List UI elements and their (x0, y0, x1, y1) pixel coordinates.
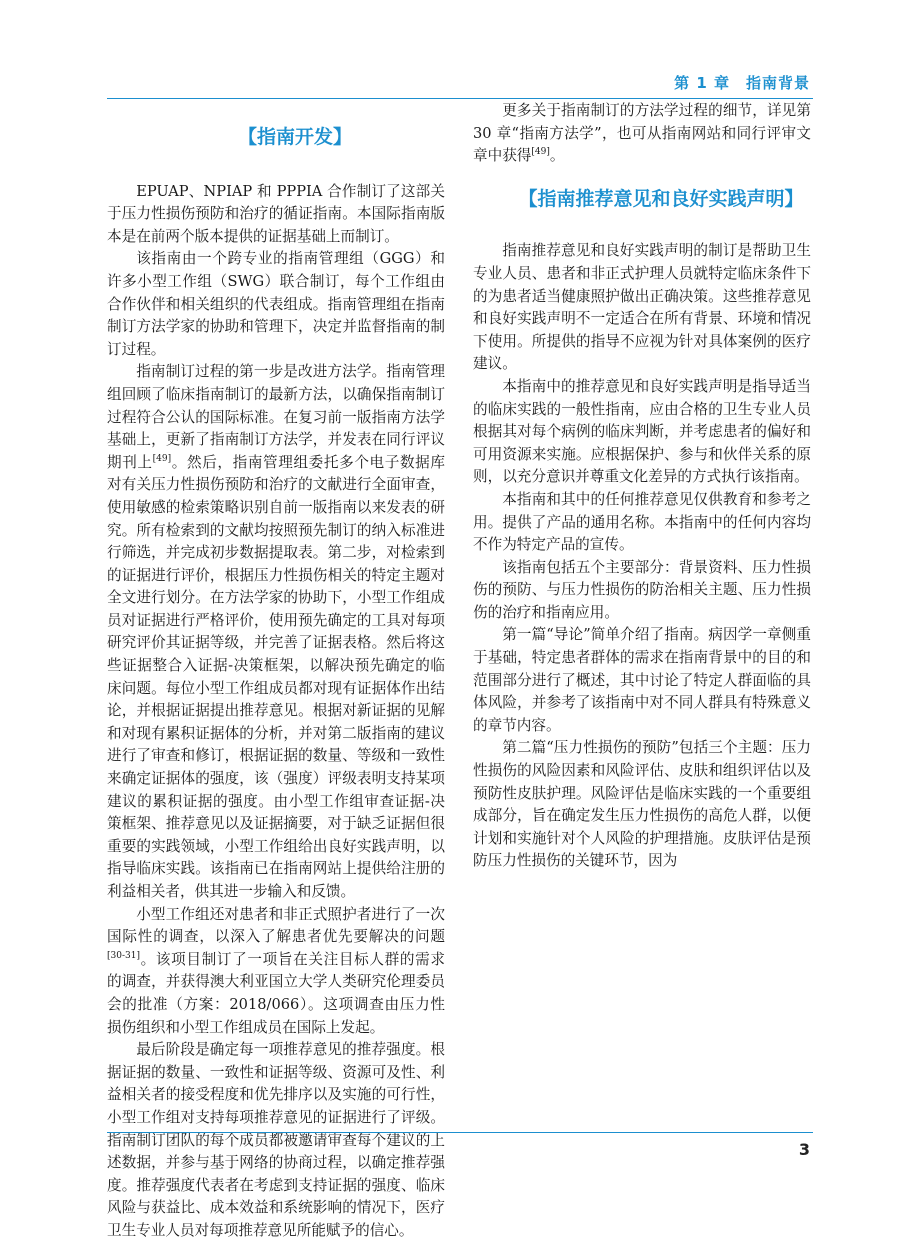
paragraph (473, 100, 811, 168)
paragraph: 最后阶段是确定每一项推荐意见的推荐强度。根据证据的数量、一致性和证据等级、资源可及性、利益相关者的接受程度和优先排序以及实施的可行性，小型工作组对支持每项推荐意见的证据进行了评级。指南制订团队的每个成员都被邀请审查每个建议的上述数据，并参与基于网络的协商过程，以确定推荐强度。推荐强度代表者在考虑到支持证据的强度、临床风险与获益比、成本效益和系统影响的情况下，医疗卫生专业人员对每项推荐意见所能赋予的信心。 (107, 1041, 445, 1239)
paragraph: 指南推荐意见和良好实践声明的制订是帮助卫生专业人员、患者和非正式护理人员就特定临床条件下的为患者适当健康照护做出正确决策。这些推荐意见和良好实践声明不一定适合在所有背景、环境和情况下使用。所提供的指导不应视为针对具体案例的医疗建议。 (473, 242, 811, 373)
paragraph: 第一篇“导论”简单介绍了指南。病因学一章侧重于基础，特定患者群体的需求在指南背景中的目的和范围部分进行了概述，其中讨论了特定人群面临的具体风险，并参考了该指南中对不同人群具有特殊意义的章节内容。 (473, 626, 811, 734)
paragraph-text: 。该项目制订了一项旨在关注目标人群的需求的调查，并获得澳大利亚国立大学人类研究伦理委员会的批准（方案：2018/066）。这项调查由压力性损伤组织和小型工作组成员在国际上发起。 (107, 950, 445, 1036)
section-title-development: 【指南开发】 (237, 126, 352, 148)
citation: [49] (531, 147, 550, 158)
paragraph-text: 指南制订过程的第一步是改进方法学。指南管理组回顾了临床指南制订的最新方法，以确保指南制订过程符合公认的国际标准。在复习前一版指南方法学基础上，更新了指南制订方法学，并发表在同行评议期刊上 (107, 363, 445, 471)
citation: [30-31] (107, 950, 140, 961)
paragraph: 该指南由一个跨专业的指南管理组（GGG）和许多小型工作组（SWG）联合制订，每个工作组由合作伙伴和相关组织的代表组成。指南管理组在指南制订方法学家的协助和管理下，决定并监督指南的制订过程。 (107, 250, 445, 358)
left-column (107, 100, 445, 1243)
paragraph-text: 小型工作组还对患者和非正式照护者进行了一次国际性的调查，以深入了解患者优先要解决的问题 (107, 905, 445, 946)
paragraph: 本指南和其中的任何推荐意见仅供教育和参考之用。提供了产品的通用名称。本指南中的任何内容均不作为特定产品的宣传。 (473, 490, 811, 554)
paragraph: 第二篇“压力性损伤的预防”包括三个主题：压力性损伤的风险因素和风险评估、皮肤和组织评估以及预防性皮肤护理。风险评估是临床实践的一个重要组成部分，旨在确定发生压力性损伤的高危人群，以便计划和实施针对个人风险的护理措施。皮肤评估是预防压力性损伤的关键环节，因为 (473, 739, 811, 870)
section-title-recommendations: 【指南推荐意见和良好实践声明】 (518, 187, 804, 210)
header-divider (107, 98, 813, 99)
chapter-header: 第 1 章 指南背景 (674, 74, 810, 92)
page-number: 3 (798, 1140, 810, 1159)
paragraph-text: 更多关于指南制订的方法学过程的细节，详见第 30 章“指南方法学”，也可从指南网站和同行评审文章中获得 (473, 102, 811, 165)
paragraph-text: 。然后，指南管理组委托多个电子数据库对有关压力性损伤预防和治疗的文献进行全面审查，使用敏感的检索策略识别自前一版指南以来发表的研究。所有检索到的文献均按照预先制订的纳入标准进行筛选，并完成初步数据提取表。第二步，对检索到的证据进行评价，根据压力性损伤相关的特定主题对全文进行划分。在方法学家的协助下，小型工作组成员对证据进行严格评价，使用预先确定的工具对每项研究评价其证据等级，并完善了证据表格。然后将这些证据整合入证据-决策框架，以解决预先确定的临床问题。每位小型工作组成员都对现有证据体作出结论，并根据证据提出推荐意见。根据对新证据的见解和对现有累积证据体的分析，并对第二版指南的建议进行了审查和修订，根据证据的数量、等级和一致性来确定证据体的强度，该（强度）评级表明支持某项建议的累积证据的强度。由小型工作组审查证据-决策框架、推荐意见以及证据摘要，对于缺乏证据但很重要的实践领域，小型工作组给出良好实践声明，以指导临床实践。该指南已在指南网站上提供给注册的利益相关者，供其进一步输入和反馈。 (107, 453, 445, 900)
paragraph-text: 。 (549, 147, 565, 165)
paragraph (107, 361, 445, 903)
paragraph: 本指南中的推荐意见和良好实践声明是指导适当的临床实践的一般性指南，应由合格的卫生专业人员根据其对每个病例的临床判断，并考虑患者的偏好和可用资源来实施。应根据保护、参与和伙伴关系的原则，以充分意识并尊重文化差异的方式执行该指南。 (473, 377, 811, 486)
paragraph: EPUAP、NPIAP 和 PPPIA 合作制订了这部关于压力性损伤预防和治疗的循证指南。本国际指南版本是在前两个版本提供的证据基础上而制订。 (107, 182, 445, 245)
citation: [49] (152, 453, 172, 464)
right-column (473, 100, 811, 873)
footer-divider (107, 1132, 813, 1133)
paragraph (107, 904, 445, 1040)
paragraph: 该指南包括五个主要部分：背景资料、压力性损伤的预防、与压力性损伤的防治相关主题、压力性损伤的治疗和指南应用。 (473, 558, 811, 621)
